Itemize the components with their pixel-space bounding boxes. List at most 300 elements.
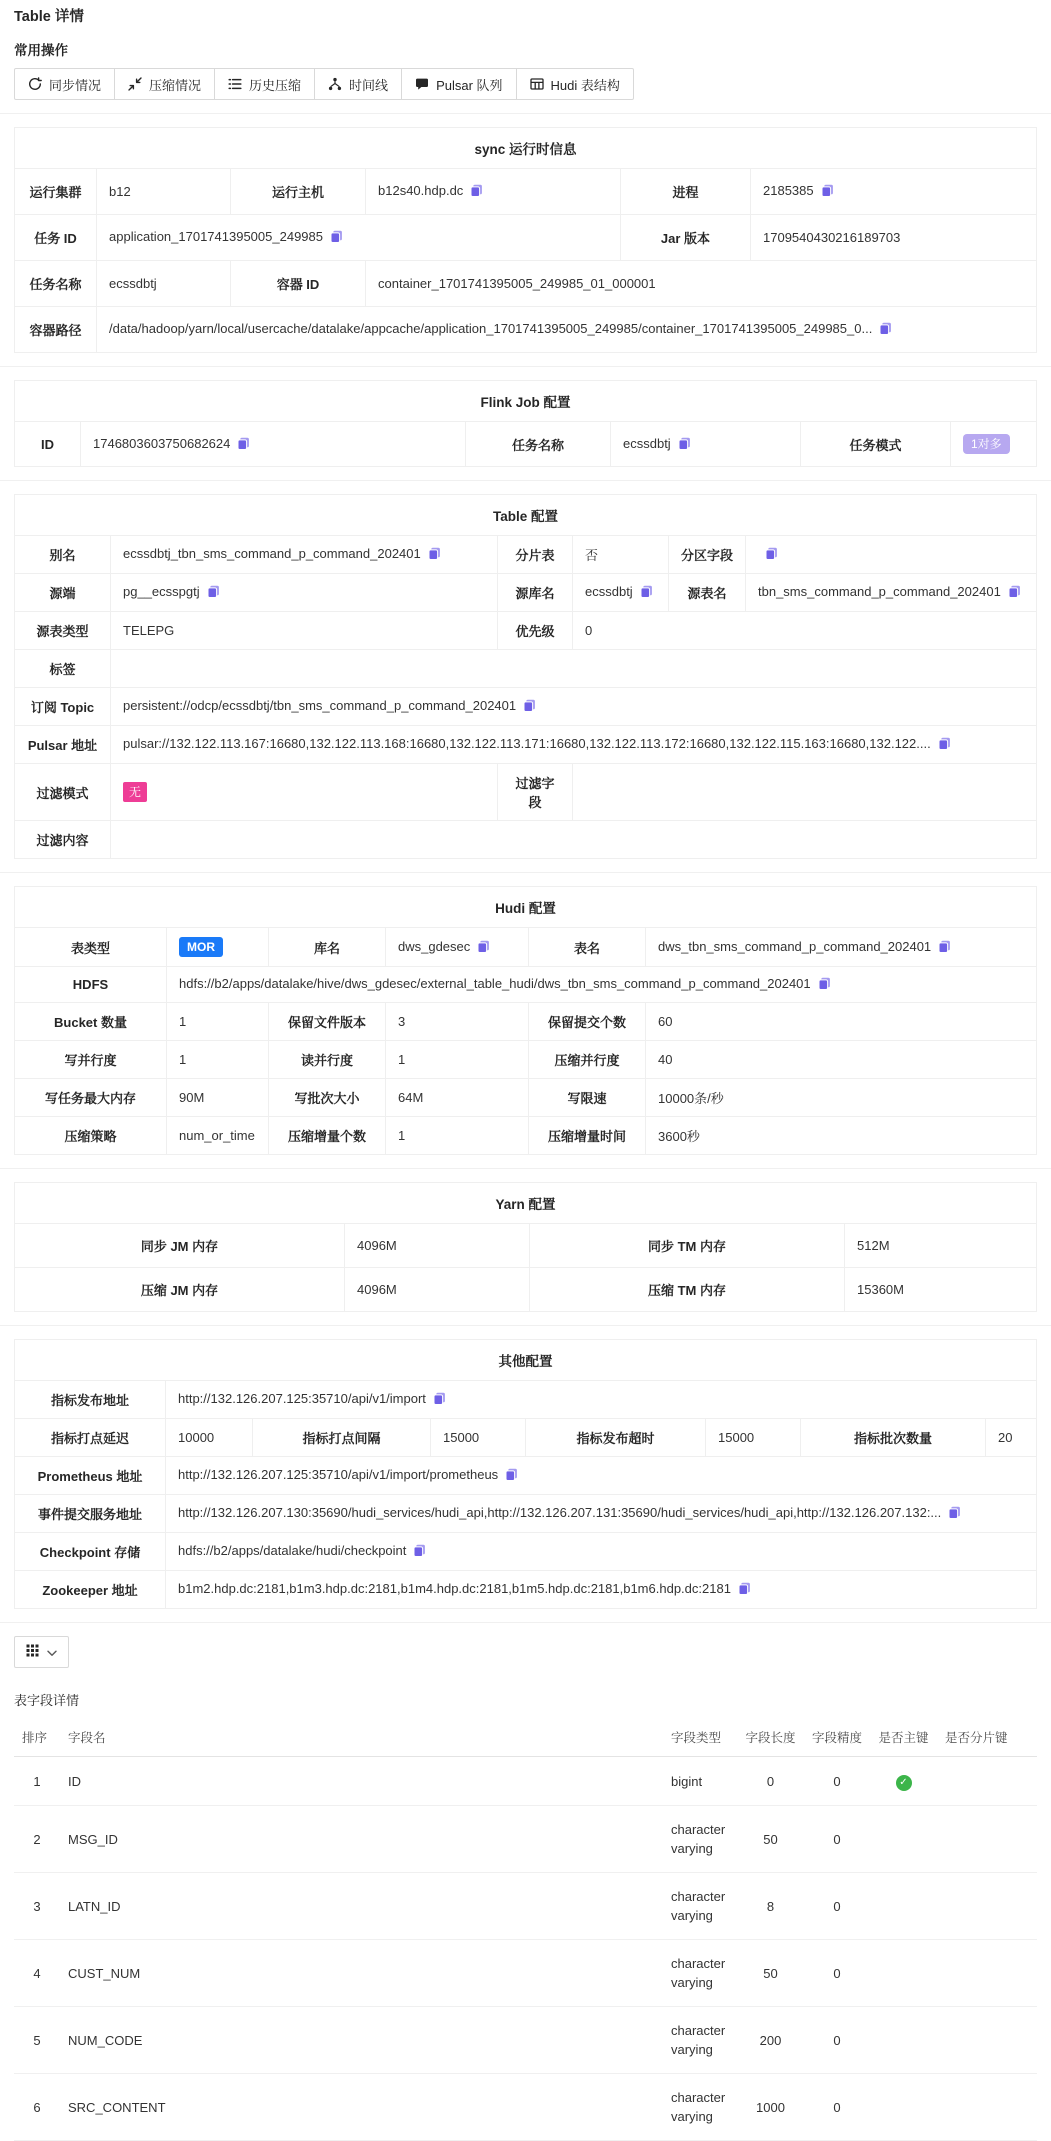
config-value-text: 4096M xyxy=(357,1282,397,1297)
config-value-text: 15360M xyxy=(857,1282,904,1297)
config-value xyxy=(111,612,498,650)
config-value xyxy=(646,928,1037,967)
page-title: Table 详情 xyxy=(14,9,84,25)
config-value xyxy=(111,650,1037,688)
config-value xyxy=(167,1117,269,1155)
copy-icon[interactable] xyxy=(738,1582,751,1598)
config-label: Prometheus 地址 xyxy=(15,1457,166,1495)
config-table-flink xyxy=(14,380,1037,467)
config-value xyxy=(573,574,669,612)
field-cell-length: 1000 xyxy=(737,2074,804,2141)
config-value xyxy=(97,215,621,261)
field-cell-name: MSG_ID xyxy=(60,1806,663,1873)
config-value xyxy=(845,1268,1037,1312)
config-value-text: http://132.126.207.130:35690/hudi_services/hudi_api,http://132.126.207.131:35690/hudi_services/hudi_api,http://132.126.207.132:... xyxy=(178,1505,942,1520)
sync-status-button[interactable] xyxy=(14,68,115,100)
field-cell-name: SRC_CONTENT xyxy=(60,2074,663,2141)
timeline-icon xyxy=(328,77,342,91)
config-value xyxy=(366,169,621,215)
config-label: 同步 JM 内存 xyxy=(15,1224,345,1268)
sync-icon xyxy=(28,77,42,91)
copy-icon[interactable] xyxy=(640,585,653,601)
config-label: 压缩 JM 内存 xyxy=(15,1268,345,1312)
section-title: Hudi 配置 xyxy=(15,887,1037,928)
config-value xyxy=(166,1533,1037,1571)
config-value xyxy=(986,1419,1037,1457)
field-cell-primary xyxy=(870,1757,937,1806)
config-value-text: persistent://odcp/ecssdbtj/tbn_sms_command_p_command_202401 xyxy=(123,698,517,713)
config-label: 源端 xyxy=(15,574,111,612)
copy-icon[interactable] xyxy=(938,940,951,956)
section-divider xyxy=(0,113,1051,114)
config-row xyxy=(15,169,1037,215)
config-value xyxy=(746,574,1037,612)
config-value xyxy=(166,1457,1037,1495)
config-value xyxy=(611,422,801,467)
field-cell-type: character varying xyxy=(663,1873,737,1940)
config-label: 压缩 TM 内存 xyxy=(530,1268,845,1312)
config-value xyxy=(845,1224,1037,1268)
config-row xyxy=(15,1003,1037,1041)
field-cell-order: 6 xyxy=(14,2074,60,2141)
config-label: 过滤内容 xyxy=(15,821,111,859)
config-value-text: 90M xyxy=(179,1090,205,1105)
config-label: 过滤字段 xyxy=(498,764,573,821)
config-value xyxy=(646,1003,1037,1041)
config-label: 库名 xyxy=(269,928,386,967)
config-label: 容器路径 xyxy=(15,307,97,353)
config-value-text: 15000 xyxy=(718,1430,755,1445)
config-row xyxy=(15,764,1037,821)
field-cell-type: character varying xyxy=(663,1940,737,2007)
field-cell-primary xyxy=(870,1940,937,2007)
config-row xyxy=(15,1381,1037,1419)
config-label: 指标发布地址 xyxy=(15,1381,166,1419)
config-row xyxy=(15,688,1037,726)
config-header-row xyxy=(15,128,1037,169)
column-header: 字段类型 xyxy=(663,1720,737,1757)
op-button-label: 历史压缩 xyxy=(249,77,302,93)
field-cell-precision: 0 xyxy=(804,2074,870,2141)
config-label: 压缩增量个数 xyxy=(269,1117,386,1155)
config-value xyxy=(167,1041,269,1079)
copy-icon[interactable] xyxy=(765,547,778,563)
field-cell-name: NUM_CODE xyxy=(60,2007,663,2074)
config-label: 别名 xyxy=(15,536,111,574)
column-header: 排序 xyxy=(14,1720,60,1757)
status-badge: MOR xyxy=(179,937,223,957)
config-header-row xyxy=(15,887,1037,928)
config-label: 运行集群 xyxy=(15,169,97,215)
config-row xyxy=(15,574,1037,612)
config-value-text: TELEPG xyxy=(123,623,175,638)
copy-icon[interactable] xyxy=(330,230,343,246)
config-label: 表类型 xyxy=(15,928,167,967)
field-cell-precision: 0 xyxy=(804,2007,870,2074)
config-header-row xyxy=(15,381,1037,422)
section-divider xyxy=(0,1168,1051,1169)
field-detail-table xyxy=(14,1720,1037,2141)
config-label: 标签 xyxy=(15,650,111,688)
field-cell-order: 4 xyxy=(14,1940,60,2007)
config-row xyxy=(15,1224,1037,1268)
config-label: 运行主机 xyxy=(231,169,366,215)
op-button-label: 时间线 xyxy=(349,77,389,93)
ops-toolbar xyxy=(14,68,1037,100)
field-cell-shard xyxy=(937,2074,1037,2141)
config-label: 事件提交服务地址 xyxy=(15,1495,166,1533)
table-row xyxy=(14,1940,1037,2007)
config-value xyxy=(111,821,1037,859)
section-title: Yarn 配置 xyxy=(15,1183,1037,1224)
copy-icon[interactable] xyxy=(428,547,441,563)
op-button-label: Hudi 表结构 xyxy=(550,77,620,93)
config-row xyxy=(15,1268,1037,1312)
config-value-text: 1709540430216189703 xyxy=(763,230,901,245)
column-header: 是否主键 xyxy=(870,1720,937,1757)
config-row xyxy=(15,422,1037,467)
config-value xyxy=(431,1419,526,1457)
config-value xyxy=(167,1003,269,1041)
config-label: ID xyxy=(15,422,81,467)
config-value xyxy=(345,1224,530,1268)
config-value xyxy=(97,261,231,307)
field-cell-precision: 0 xyxy=(804,1757,870,1806)
config-table-hudi xyxy=(14,886,1037,1155)
config-row xyxy=(15,1495,1037,1533)
field-cell-type: character varying xyxy=(663,2074,737,2141)
config-value-text: 1746803603750682624 xyxy=(93,435,231,451)
config-value-text: 2185385 xyxy=(763,183,814,198)
config-value-text: 1 xyxy=(398,1052,406,1067)
config-value-text: 40 xyxy=(658,1052,673,1067)
config-value xyxy=(111,764,498,821)
config-value xyxy=(386,1079,529,1117)
copy-icon[interactable] xyxy=(879,322,892,338)
field-cell-type: character varying xyxy=(663,2007,737,2074)
field-cell-name: LATN_ID xyxy=(60,1873,663,1940)
config-value-text: 60 xyxy=(658,1014,673,1029)
field-cell-shard xyxy=(937,1873,1037,1940)
config-value-text: dws_tbn_sms_command_p_command_202401 xyxy=(658,938,932,954)
config-value xyxy=(573,536,669,574)
config-value xyxy=(97,169,231,215)
config-value-text: 3 xyxy=(398,1014,406,1029)
config-label: 写并行度 xyxy=(15,1041,167,1079)
section-title: sync 运行时信息 xyxy=(15,128,1037,169)
config-value xyxy=(573,612,1037,650)
config-row xyxy=(15,1079,1037,1117)
config-value xyxy=(81,422,466,467)
history-icon xyxy=(228,77,242,91)
config-value xyxy=(97,307,1037,353)
config-label: 源表名 xyxy=(669,574,746,612)
config-label: 指标打点延迟 xyxy=(15,1419,166,1457)
field-cell-order: 3 xyxy=(14,1873,60,1940)
copy-icon[interactable] xyxy=(470,184,483,200)
copy-icon[interactable] xyxy=(433,1392,446,1408)
config-value-text: 1 xyxy=(179,1052,187,1067)
config-sections xyxy=(14,113,1037,1623)
section-title: 其他配置 xyxy=(15,1340,1037,1381)
config-header-row xyxy=(15,1183,1037,1224)
config-value xyxy=(111,688,1037,726)
copy-icon[interactable] xyxy=(821,184,834,200)
config-label: 过滤模式 xyxy=(15,764,111,821)
copy-icon[interactable] xyxy=(678,437,691,453)
config-label: Jar 版本 xyxy=(621,215,751,261)
field-cell-precision: 0 xyxy=(804,1806,870,1873)
table-row xyxy=(14,2074,1037,2141)
config-row xyxy=(15,261,1037,307)
status-badge: 无 xyxy=(123,782,147,802)
config-value-text: 3600秒 xyxy=(658,1129,700,1144)
column-settings-button[interactable] xyxy=(14,1636,69,1668)
section-title: Table 配置 xyxy=(15,495,1037,536)
config-value-text: 64M xyxy=(398,1090,424,1105)
config-label: Zookeeper 地址 xyxy=(15,1571,166,1609)
config-value xyxy=(166,1381,1037,1419)
grid-icon xyxy=(26,1644,39,1660)
config-value-text: http://132.126.207.125:35710/api/v1/import xyxy=(178,1391,426,1406)
section-divider xyxy=(0,480,1051,481)
config-row xyxy=(15,1117,1037,1155)
pulsar-icon xyxy=(415,77,429,91)
config-label: 压缩并行度 xyxy=(529,1041,646,1079)
config-label: 优先级 xyxy=(498,612,573,650)
config-value xyxy=(166,1419,253,1457)
hudi-schema-button[interactable] xyxy=(516,68,634,100)
field-table-tools xyxy=(14,1636,1037,1668)
table-row xyxy=(14,1806,1037,1873)
primary-key-check-icon: ✓ xyxy=(896,1775,912,1791)
table-row xyxy=(14,1757,1037,1806)
config-label: 保留提交个数 xyxy=(529,1003,646,1041)
config-value xyxy=(751,169,1037,215)
field-cell-length: 200 xyxy=(737,2007,804,2074)
copy-icon[interactable] xyxy=(523,699,536,715)
config-value xyxy=(167,967,1037,1003)
config-value-text: ecssdbtj xyxy=(585,584,633,599)
config-label: 写限速 xyxy=(529,1079,646,1117)
config-value-text: num_or_time xyxy=(179,1128,255,1143)
table-row xyxy=(14,2007,1037,2074)
copy-icon[interactable] xyxy=(1008,585,1021,601)
config-row xyxy=(15,1041,1037,1079)
config-row xyxy=(15,307,1037,353)
config-value-text: http://132.126.207.125:35710/api/v1/import/prometheus xyxy=(178,1467,499,1482)
field-cell-primary xyxy=(870,1873,937,1940)
section-divider xyxy=(0,366,1051,367)
config-row xyxy=(15,726,1037,764)
config-value-text: pg__ecsspgtj xyxy=(123,584,200,599)
column-header: 字段精度 xyxy=(804,1720,870,1757)
copy-icon[interactable] xyxy=(948,1506,961,1522)
config-row xyxy=(15,928,1037,967)
op-button-label: Pulsar 队列 xyxy=(436,77,503,93)
copy-icon[interactable] xyxy=(938,737,951,753)
config-value-text: tbn_sms_command_p_command_202401 xyxy=(758,584,1001,599)
config-value xyxy=(751,215,1037,261)
config-value-text: pulsar://132.122.113.167:16680,132.122.113.168:16680,132.122.113.171:16680,132.122.113.172:16680,132.122.115.163:16680,132.122.... xyxy=(123,736,931,751)
compact-status-button[interactable] xyxy=(114,68,215,100)
config-table-sync xyxy=(14,127,1037,353)
config-value xyxy=(646,1041,1037,1079)
config-value-text: 20 xyxy=(998,1430,1013,1445)
status-badge: 1对多 xyxy=(963,434,1010,454)
config-label: 订阅 Topic xyxy=(15,688,111,726)
copy-icon[interactable] xyxy=(505,1468,518,1484)
op-button-label: 压缩情况 xyxy=(149,77,202,93)
field-cell-shard xyxy=(937,1806,1037,1873)
field-cell-length: 50 xyxy=(737,1806,804,1873)
fields-section-title: 表字段详情 xyxy=(14,1693,80,1708)
field-cell-primary xyxy=(870,1806,937,1873)
field-cell-primary xyxy=(870,2007,937,2074)
ops-section-title: 常用操作 xyxy=(14,43,68,58)
field-cell-name: CUST_NUM xyxy=(60,1940,663,2007)
config-value-text: 1 xyxy=(398,1128,406,1143)
config-label: Pulsar 地址 xyxy=(15,726,111,764)
config-label: 任务名称 xyxy=(466,422,611,467)
config-value-text: b12 xyxy=(109,184,131,199)
config-row xyxy=(15,1457,1037,1495)
config-value xyxy=(646,1117,1037,1155)
config-label: 分区字段 xyxy=(669,536,746,574)
field-cell-shard xyxy=(937,1940,1037,2007)
config-value-text: 512M xyxy=(857,1238,890,1253)
config-value-text: hdfs://b2/apps/datalake/hudi/checkpoint xyxy=(178,1543,407,1558)
history-compact-button[interactable] xyxy=(214,68,315,100)
config-row xyxy=(15,1419,1037,1457)
field-cell-name: ID xyxy=(60,1757,663,1806)
config-label: 读并行度 xyxy=(269,1041,386,1079)
config-value xyxy=(111,536,498,574)
section-divider xyxy=(0,1622,1051,1623)
table-row xyxy=(14,1873,1037,1940)
config-value xyxy=(573,764,1037,821)
config-table-other xyxy=(14,1339,1037,1609)
config-table-table xyxy=(14,494,1037,859)
config-value-text: 4096M xyxy=(357,1238,397,1253)
config-row xyxy=(15,215,1037,261)
column-header: 是否分片键 xyxy=(937,1720,1037,1757)
field-cell-length: 0 xyxy=(737,1757,804,1806)
config-row xyxy=(15,967,1037,1003)
pulsar-queue-button[interactable] xyxy=(401,68,516,100)
config-value xyxy=(386,1117,529,1155)
config-value-text: b12s40.hdp.dc xyxy=(378,183,464,198)
config-label: 任务名称 xyxy=(15,261,97,307)
config-value xyxy=(646,1079,1037,1117)
field-cell-precision: 0 xyxy=(804,1940,870,2007)
config-label: 压缩增量时间 xyxy=(529,1117,646,1155)
section-title: Flink Job 配置 xyxy=(15,381,1037,422)
field-cell-length: 50 xyxy=(737,1940,804,2007)
config-row xyxy=(15,536,1037,574)
config-label: 源库名 xyxy=(498,574,573,612)
config-label: 写批次大小 xyxy=(269,1079,386,1117)
config-value-text: dws_gdesec xyxy=(398,938,471,954)
config-value-text: ecssdbtj xyxy=(623,435,671,451)
config-value-text: b1m2.hdp.dc:2181,b1m3.hdp.dc:2181,b1m4.hdp.dc:2181,b1m5.hdp.dc:2181,b1m6.hdp.dc:2181 xyxy=(178,1581,731,1596)
config-header-row xyxy=(15,495,1037,536)
timeline-button[interactable] xyxy=(314,68,402,100)
config-label: 指标批次数量 xyxy=(801,1419,986,1457)
config-label: HDFS xyxy=(15,967,167,1003)
compress-icon xyxy=(128,77,142,91)
column-header: 字段名 xyxy=(60,1720,663,1757)
config-value xyxy=(386,1041,529,1079)
config-label: 分片表 xyxy=(498,536,573,574)
config-value xyxy=(746,536,1037,574)
column-header: 字段长度 xyxy=(737,1720,804,1757)
config-value-text: application_1701741395005_249985 xyxy=(109,229,323,244)
config-label: 进程 xyxy=(621,169,751,215)
copy-icon[interactable] xyxy=(237,437,250,453)
op-button-label: 同步情况 xyxy=(49,77,102,93)
section-divider xyxy=(0,872,1051,873)
hudi-table-icon xyxy=(530,77,544,91)
config-value xyxy=(386,1003,529,1041)
config-label: Bucket 数量 xyxy=(15,1003,167,1041)
config-label: 任务 ID xyxy=(15,215,97,261)
section-divider xyxy=(0,1325,1051,1326)
copy-icon[interactable] xyxy=(818,977,831,993)
config-label: 源表类型 xyxy=(15,612,111,650)
config-header-row xyxy=(15,1340,1037,1381)
config-row xyxy=(15,650,1037,688)
config-label: Checkpoint 存储 xyxy=(15,1533,166,1571)
config-value-text: ecssdbtj xyxy=(109,276,157,291)
config-value-text: hdfs://b2/apps/datalake/hive/dws_gdesec/external_table_hudi/dws_tbn_sms_command_p_command_202401 xyxy=(179,976,811,991)
field-table-header-row xyxy=(14,1720,1037,1757)
field-cell-primary xyxy=(870,2074,937,2141)
config-value-text: 否 xyxy=(585,548,599,563)
config-table-yarn xyxy=(14,1182,1037,1312)
copy-icon[interactable] xyxy=(413,1544,426,1560)
config-value-text: 10000条/秒 xyxy=(658,1091,724,1106)
config-value xyxy=(951,422,1037,467)
config-label: 压缩策略 xyxy=(15,1117,167,1155)
field-cell-order: 5 xyxy=(14,2007,60,2074)
field-cell-shard xyxy=(937,1757,1037,1806)
config-value-text: /data/hadoop/yarn/local/usercache/datalake/appcache/application_1701741395005_249985/container_1701741395005_249985_0... xyxy=(109,321,873,336)
config-value xyxy=(111,726,1037,764)
field-cell-order: 2 xyxy=(14,1806,60,1873)
field-cell-length: 8 xyxy=(737,1873,804,1940)
config-label: 容器 ID xyxy=(231,261,366,307)
config-value xyxy=(166,1495,1037,1533)
field-cell-shard xyxy=(937,2007,1037,2074)
config-value xyxy=(386,928,529,967)
copy-icon[interactable] xyxy=(477,940,490,956)
copy-icon[interactable] xyxy=(207,585,220,601)
config-label: 指标发布超时 xyxy=(526,1419,706,1457)
field-cell-type: bigint xyxy=(663,1757,737,1806)
config-value-text: 0 xyxy=(585,623,593,638)
config-value xyxy=(111,574,498,612)
config-value xyxy=(366,261,1037,307)
config-value xyxy=(345,1268,530,1312)
config-value-text: 15000 xyxy=(443,1430,480,1445)
config-value-text: container_1701741395005_249985_01_000001 xyxy=(378,276,656,291)
config-row xyxy=(15,612,1037,650)
config-row xyxy=(15,1571,1037,1609)
config-label: 指标打点间隔 xyxy=(253,1419,431,1457)
config-label: 任务模式 xyxy=(801,422,951,467)
config-label: 表名 xyxy=(529,928,646,967)
